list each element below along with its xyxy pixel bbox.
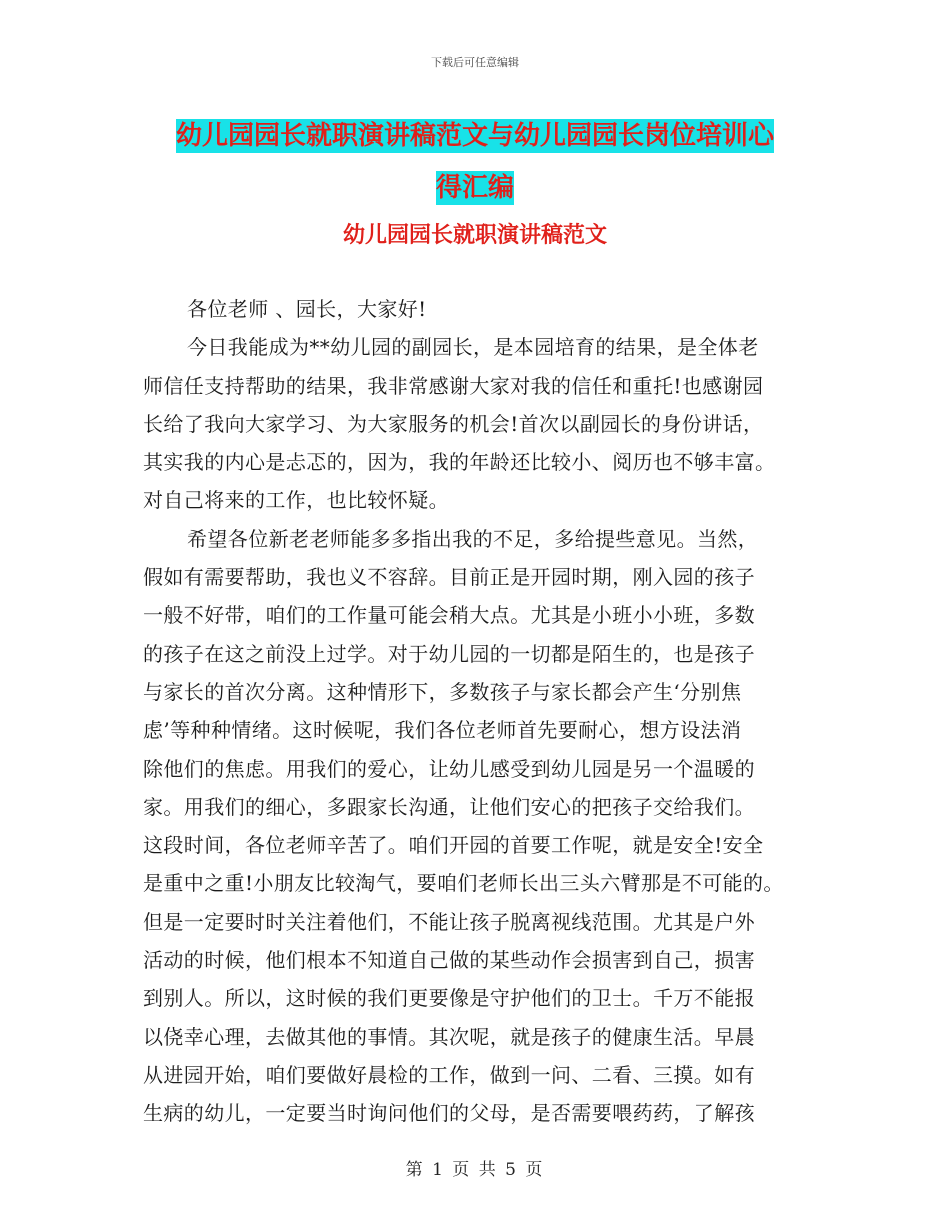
body-line: 对自己将来的工作，也比较怀疑。	[143, 488, 449, 513]
body-line: 长给了我向大家学习、为大家服务的机会!首次以副园长的身份讲话，	[143, 411, 764, 436]
body-line: 与家长的首次分离。这种情形下，多数孩子与家长都会产生‘分别焦	[143, 679, 742, 704]
body-line: 虑’等种种情绪。这时候呢，我们各位老师首先要耐心，想方设法消	[143, 718, 742, 743]
body-line: 这段时间，各位老师辛苦了。咱们开园的首要工作呢，就是安全!安全	[143, 833, 764, 858]
body-line: 从进园开始，咱们要做好晨检的工作，做到一问、二看、三摸。如有	[143, 1062, 755, 1087]
title-line-1: 幼儿园园长就职演讲稿范文与幼儿园园长岗位培训心	[175, 121, 774, 151]
body-line: 是重中之重!小朋友比较淘气，要咱们老师长出三头六臂那是不可能的。	[143, 871, 784, 896]
body-line: 今日我能成为**幼儿园的副园长，是本园培育的结果，是全体老	[187, 335, 759, 360]
body-line: 其实我的内心是忐忑的，因为，我的年龄还比较小、阅历也不够丰富。	[143, 450, 776, 475]
body-line: 假如有需要帮助，我也义不容辞。目前正是开园时期，刚入园的孩子	[143, 565, 755, 590]
body-line: 各位老师 、园长，大家好!	[187, 297, 427, 321]
body-line: 但是一定要时时关注着他们，不能让孩子脱离视线范围。尤其是户外	[143, 909, 755, 934]
page-footer: 第 1 页 共 5 页	[405, 1160, 545, 1180]
body-line: 一般不好带，咱们的工作量可能会稍大点。尤其是小班小小班，多数	[143, 603, 755, 628]
body-line: 除他们的焦虑。用我们的爱心，让幼儿感受到幼儿园是另一个温暖的	[143, 756, 755, 781]
body-line: 的孩子在这之前没上过学。对于幼儿园的一切都是陌生的，也是孩子	[143, 641, 755, 666]
body-line: 生病的幼儿，一定要当时询问他们的父母，是否需要喂药药，了解孩	[143, 1101, 755, 1126]
body-line: 以侥幸心理，去做其他的事情。其次呢，就是孩子的健康生活。早晨	[143, 1024, 755, 1049]
document-title	[0, 110, 950, 214]
body-line: 到别人。所以，这时候的我们更要像是守护他们的卫士。千万不能报	[143, 986, 755, 1011]
body-line: 希望各位新老老师能多多指出我的不足，多给提些意见。当然，	[187, 526, 759, 551]
body-text	[143, 290, 823, 1133]
section-heading: 幼儿园园长就职演讲稿范文	[342, 223, 607, 248]
body-line: 活动的时候，他们根本不知道自己做的某些动作会损害到自己，损害	[143, 948, 755, 973]
body-line: 家。用我们的细心，多跟家长沟通，让他们安心的把孩子交给我们。	[143, 794, 755, 819]
header-note: 下载后可任意编辑	[431, 56, 519, 69]
body-line: 师信任支持帮助的结果，我非常感谢大家对我的信任和重托!也感谢园	[143, 373, 764, 398]
title-line-2: 得汇编	[435, 173, 514, 203]
